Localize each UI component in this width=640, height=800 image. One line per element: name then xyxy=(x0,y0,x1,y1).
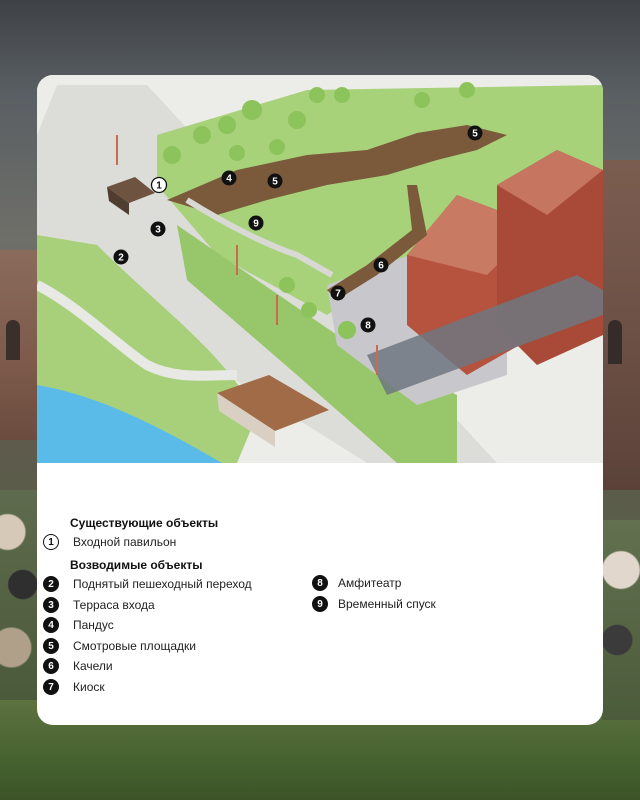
legend-item-kiosk xyxy=(43,679,105,695)
background-people-left xyxy=(0,490,38,700)
map-marker-label: 9 xyxy=(253,218,259,230)
legend-label: Пандус xyxy=(73,618,114,632)
legend-number: 3 xyxy=(43,597,59,613)
map-marker-label: 6 xyxy=(378,260,384,272)
legend-number: 6 xyxy=(43,658,59,674)
legend-label: Входной павильон xyxy=(73,535,177,549)
background-people-right xyxy=(602,520,640,720)
legend-item-temporary-descent xyxy=(312,596,436,612)
legend-label: Киоск xyxy=(73,680,105,694)
legend-item-raised-crossing xyxy=(43,576,252,592)
legend-label: Смотровые площадки xyxy=(73,639,196,653)
legend-number: 8 xyxy=(312,575,328,591)
existing-objects-heading: Существующие объекты xyxy=(70,516,219,530)
legend-label: Качели xyxy=(73,659,113,673)
map-marker-label: 5 xyxy=(472,128,478,140)
legend-number: 2 xyxy=(43,576,59,592)
map-marker-label: 5 xyxy=(272,176,278,188)
legend-item-viewing-platforms xyxy=(43,638,196,654)
map-marker-label: 7 xyxy=(335,288,341,300)
site-plan-map xyxy=(37,75,603,463)
legend-number: 9 xyxy=(312,596,328,612)
legend-number: 7 xyxy=(43,679,59,695)
legend xyxy=(37,463,603,725)
map-marker-label: 4 xyxy=(226,173,232,185)
legend-number: 5 xyxy=(43,638,59,654)
legend-label: Амфитеатр xyxy=(338,576,402,590)
new-objects-heading: Возводимые объекты xyxy=(70,558,203,572)
legend-item-entrance-pavilion xyxy=(43,534,176,550)
map-marker-label: 1 xyxy=(156,180,162,192)
legend-item-swings xyxy=(43,658,113,674)
map-marker-label: 2 xyxy=(118,252,124,264)
legend-item-entrance-terrace xyxy=(43,597,155,613)
legend-label: Поднятый пешеходный переход xyxy=(73,577,252,591)
background-building-right xyxy=(600,160,640,490)
legend-label: Терраса входа xyxy=(73,598,155,612)
legend-number: 4 xyxy=(43,617,59,633)
legend-label: Временный спуск xyxy=(338,597,436,611)
info-card xyxy=(37,75,603,725)
legend-number: 1 xyxy=(43,534,59,550)
map-marker-label: 8 xyxy=(365,320,371,332)
legend-item-amphitheatre xyxy=(312,575,401,591)
legend-item-ramp xyxy=(43,617,114,633)
map-marker-label: 3 xyxy=(155,224,161,236)
